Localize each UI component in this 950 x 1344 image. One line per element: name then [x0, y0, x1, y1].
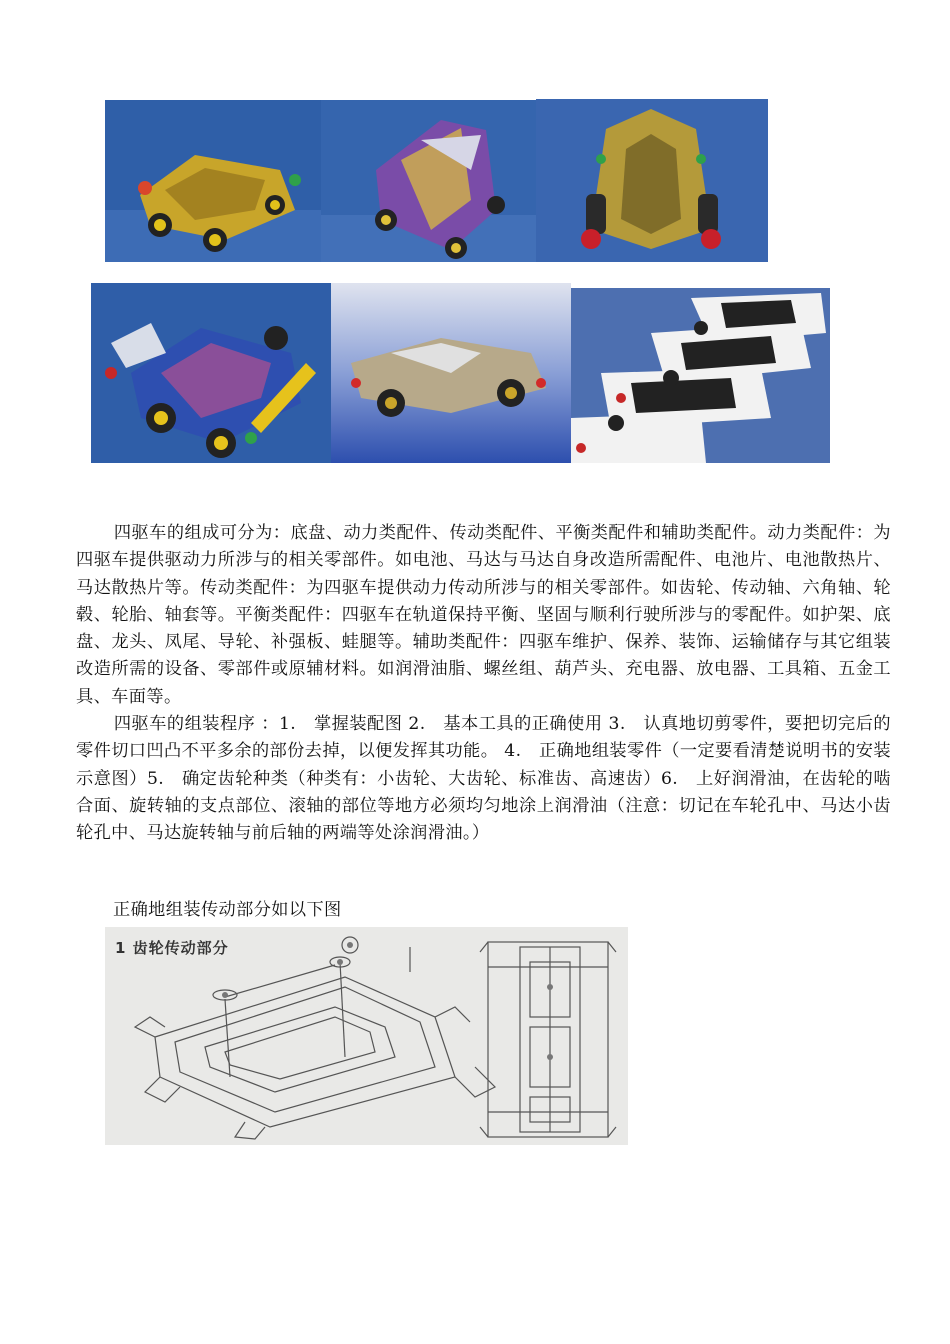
chassis-line-drawing	[105, 927, 628, 1145]
car-photo-graphic	[536, 99, 768, 262]
car-photo-graphic	[571, 288, 830, 463]
photo-car-gold-front	[536, 99, 768, 262]
photo-cars-white-group	[571, 288, 830, 463]
photo-car-silver-gradient	[331, 283, 571, 463]
figure-caption: 正确地组装传动部分如以下图	[113, 900, 342, 920]
gear-transmission-diagram	[105, 927, 628, 1145]
car-photo-graphic	[105, 100, 321, 262]
diagram-title: 1 齿轮传动部分	[115, 939, 229, 957]
car-photo-graphic	[91, 283, 331, 463]
paragraph-components: 四驱车的组成可分为：底盘、动力类配件、传动类配件、平衡类配件和辅助类配件。动力类配件：为四驱车提供驱动力所涉与的相关零部件。如电池、马达与马达自身改造所需配件、电池片、电池散热片、马达散热片等。传动类配件：为四驱车提供动力传动所涉与的相关零部件。如齿轮、传动轴、六角轴、轮毂、轮胎、轴套等。平衡类配件：四驱车在轨道保持平衡、坚固与顺利行驶所涉与的零配件。如护架、底盘、龙头、凤尾、导轮、补强板、蛙腿等。辅助类配件：四驱车维护、保养、装饰、运输储存与其它组装改造所需的设备、零部件或原辅材料。如润滑油脂、螺丝组、葫芦头、充电器、放电器、工具箱、五金工具、车面等。	[76, 523, 891, 707]
car-photo-graphic	[321, 100, 536, 262]
paragraph-assembly-steps: 四驱车的组装程序 ：1. 掌握装配图 2. 基本工具的正确使用 3. 认真地切剪零件，要把切完后的零件切口凹凸不平多余的部份去掉，以便发挥其功能。 4. 正确地组装零件（一定要看清楚说明书的安装示意图）5. 确定齿轮种类（种类有：小齿轮、大齿轮、标准齿、高速齿）6. 上好润滑油，在齿轮的啮合面、旋转轴的支点部位、滚轴的部位等地方必须均匀地涂上润滑油（注意：切记在车轮孔中、马达小齿轮孔中、马达旋转轴与前后轴的两端等处涂润滑油。）	[76, 714, 891, 844]
body-text	[76, 520, 891, 848]
car-photo-graphic	[331, 283, 571, 463]
photo-car-purple-wing	[321, 100, 536, 262]
photo-car-blue-racer	[91, 283, 331, 463]
photo-car-yellow-camo	[105, 100, 321, 262]
